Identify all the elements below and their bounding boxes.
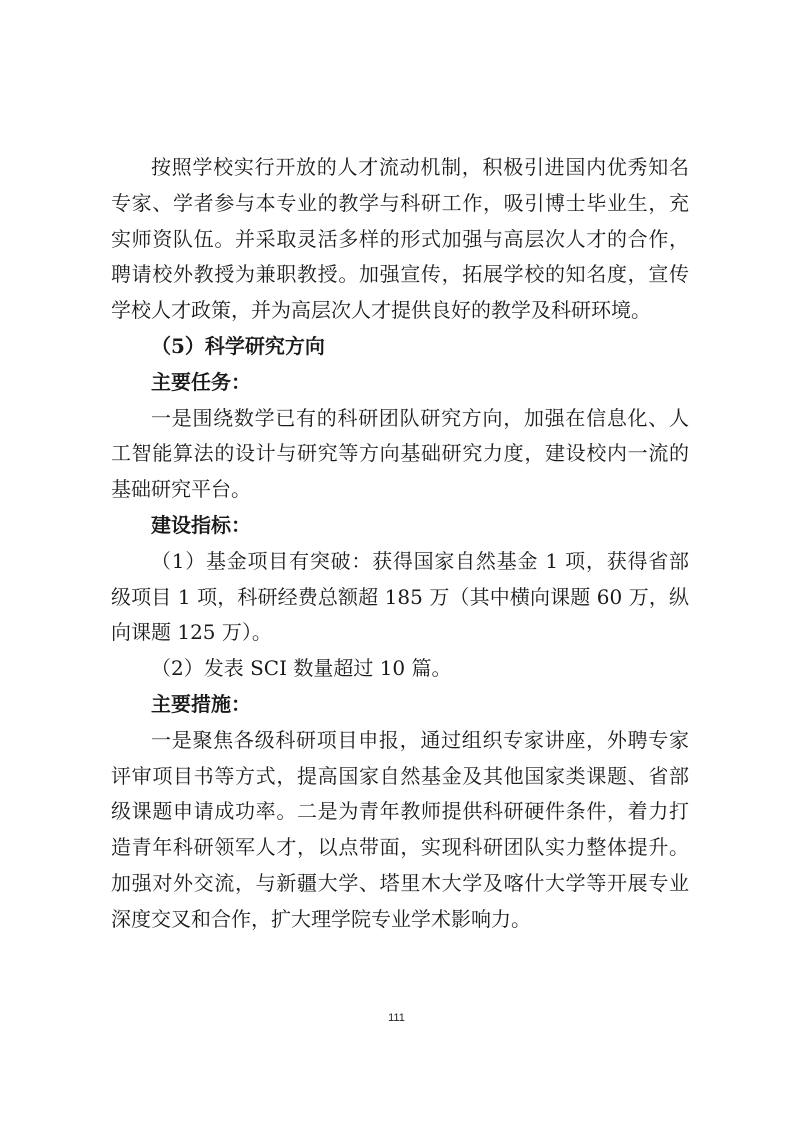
paragraph-indicator-2: （2）发表 SCI 数量超过 10 篇。 bbox=[151, 656, 452, 681]
section-heading-research-direction: （5）科学研究方向 bbox=[151, 333, 325, 358]
paragraph-main-tasks: 一是围绕数学已有的科研团队研究方向，加强在信息化、人工智能算法的设计与研究等方向基础研究力度，建设校内一流的基础研究平台。 bbox=[111, 405, 689, 502]
subheading-construction-indicators: 建设指标： bbox=[151, 512, 251, 537]
paragraph-indicator-1: （1）基金项目有突破：获得国家自然基金 1 项，获得省部级项目 1 项，科研经费总额超 185 万（其中横向课题 60 万，纵向课题 125 万）。 bbox=[111, 548, 689, 645]
subheading-main-tasks: 主要任务： bbox=[151, 369, 251, 394]
paragraph-talent-policy: 按照学校实行开放的人才流动机制，积极引进国内优秀知名专家、学者参与本专业的教学与科研工作，吸引博士毕业生，充实师资队伍。并采取灵活多样的形式加强与高层次人才的合作，聘请校外教授为兼职教授。加强宣传，拓展学校的知名度，宣传学校人才政策，并为高层次人才提供良好的教学及科研环境。 bbox=[111, 155, 689, 323]
paragraph-main-measures: 一是聚焦各级科研项目申报，通过组织专家讲座，外聘专家评审项目书等方式，提高国家自然基金及其他国家类课题、省部级课题申请成功率。二是为青年教师提供科研硬件条件，着力打造青年科研领军人才，以点带面，实现科研团队实力整体提升。加强对外交流，与新疆大学、塔里木大学及喀什大学等开展专业深度交叉和合作，扩大理学院专业学术影响力。 bbox=[111, 727, 689, 931]
document-body bbox=[111, 150, 689, 938]
subheading-main-measures: 主要措施： bbox=[151, 691, 251, 716]
page-number: 111 bbox=[388, 1012, 405, 1024]
